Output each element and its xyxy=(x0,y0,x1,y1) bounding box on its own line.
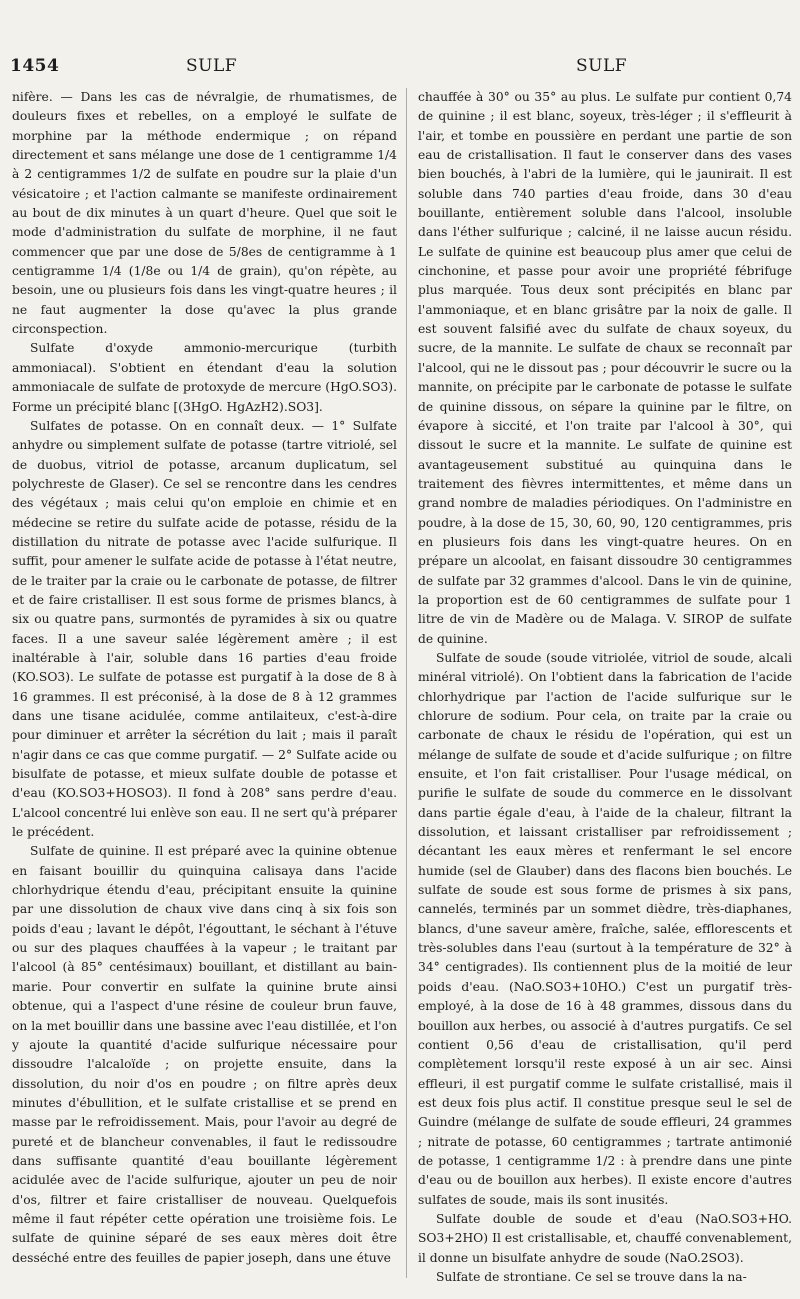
paragraph-sulfates-potasse: Sulfates de potasse. On en connaît deux. — 1° Sulfate anhydre ou simplement sulfate de potasse (tartre vitriolé, sel de duobus, vitriol de potasse, arcanum duplicatum, sel polychreste de Glaser). Ce sel se rencontre dans les cendres des végétaux ; mais celui qu'on emploie en chimie et en médecine se retire du sulfate acide de potasse, résidu de la distillation du nitrate de potasse avec l'acide sulfurique. Il suffit, pour amener le sulfate acide de potasse à l'état neutre, de le traiter par la craie ou le carbonate de potasse, de filtrer et de faire cristalliser. Il est sous forme de prismes blancs, à six ou quatre pans, surmontés de pyramides à six ou quatre faces. Il a une saveur salée légèrement amère ; il est inaltérable à l'air, soluble dans 16 parties d'eau froide (KO.SO3). Le sulfate de potasse est purgatif à la dose de 8 à 16 grammes. Il est préconisé, à la dose de 8 à 12 grammes dans une tisane acidulée, comme antilaiteux, c'est-à-dire pour diminuer et arrêter la sécrétion du lait ; mais il paraît n'agir dans ce cas que comme purgatif. — 2° Sulfate acide ou bisulfate de potasse, et mieux sulfate double de potasse et d'eau (KO.SO3+HOSO3). Il fond à 208° sans perdre d'eau. L'alcool concentré lui enlève son eau. Il ne sert qu'à préparer le précédent. xyxy=(12,418,397,840)
page-number: 1454 xyxy=(10,56,60,76)
paragraph-morphine-continued: nifère. — Dans les cas de névralgie, de rhumatismes, de douleurs fixes et rebelles, on a employé le sulfate de morphine par la méthode endermique ; on répand directement et sans mélange une dose de 1 centigramme 1/4 à 2 centigrammes 1/2 de sulfate en poudre sur la plaie d'un vésicatoire ; et l'action calmante se manifeste ordinairement au bout de dix minutes à un quart d'heure. Quel que soit le mode d'administration du sulfate de morphine, il ne faut commencer que par une dose de 5/8es de centigramme à 1 centigramme 1/4 (1/8e ou 1/4 de grain), qu'on répète, au besoin, une ou plusieurs fois dans les vingt-quatre heures ; il ne faut augmenter la dose qu'avec la plus grande circonspection. xyxy=(12,90,397,337)
paragraph-sulfate-strontiane: Sulfate de strontiane. Ce sel se trouve dans la na- xyxy=(436,1269,747,1284)
paragraph-quinine-continued: chauffée à 30° ou 35° au plus. Le sulfate pur contient 0,74 de quinine ; il est blanc, soyeux, très-léger ; il s'effleurit à l'air, et tombe en poussière en perdant une partie de son eau de cristallisation. Il faut le conserver dans des vases bien bouchés, à l'abri de la lumière, qui le jaunirait. Il est soluble dans 740 parties d'eau froide, dans 30 d'eau bouillante, entièrement soluble dans l'alcool, insoluble dans l'éther sulfurique ; calciné, il ne laisse aucun résidu. Le sulfate de quinine est beaucoup plus amer que celui de cinchonine, et passe pour avoir une propriété fébrifuge plus marquée. Tous deux sont précipités en blanc par l'ammoniaque, et en blanc grisâtre par la noix de galle. Il est souvent falsifié avec du sulfate de chaux soyeux, du sucre, de la mannite. Le sulfate de chaux se reconnaît par l'alcool, qui ne le dissout pas ; pour découvrir le sucre ou la mannite, on précipite par le carbonate de potasse le sulfate de quinine dissous, on sépare la quinine par le filtre, on évapore à siccité, et l'on traite par l'alcool à 30°, qui dissout le sucre et la mannite. Le sulfate de quinine est avantageusement substitué au quinquina dans le traitement des fièvres intermittentes, et même dans un grand nombre de maladies périodiques. On l'administre en poudre, à la dose de 15, 30, 60, 90, 120 centigrammes, pris en plusieurs fois dans les vingt-quatre heures. On en prépare un alcoolat, en faisant dissoudre 30 centigrammes de sulfate par 32 grammes d'alcool. Dans le vin de quinine, la proportion est de 60 centigrammes de sulfate pour 1 litre de vin de Madère ou de Malaga. V. SIROP de sulfate de quinine. xyxy=(418,90,792,646)
right-running-head: SULF xyxy=(576,56,628,76)
right-column xyxy=(418,88,792,1287)
paragraph-sulfate-soude: Sulfate de soude (soude vitriolée, vitriol de soude, alcali minéral vitriolé). On l'obtient dans la fabrication de l'acide chlorhydrique par l'action de l'acide sulfurique sur le chlorure de sodium. Pour cela, on traite par la craie ou carbonate de chaux le résidu de l'opération, qui est un mélange de sulfate de soude et d'acide sulfurique ; on filtre ensuite, et l'on fait cristalliser. Pour l'usage médical, on purifie le sulfate de soude du commerce en le dissolvant dans partie égale d'eau, à l'aide de la chaleur, filtrant la dissolution, et laissant cristalliser par refroidissement ; décantant les eaux mères et renfermant le sel encore humide (sel de Glauber) dans des flacons bien bouchés. Le sulfate de soude est sous forme de prismes à six pans, cannelés, terminés par un sommet dièdre, très-diaphanes, blancs, d'une saveur amère, fraîche, salée, efflorescents et très-solubles dans l'eau (surtout à la température de 32° à 34° centigrades). Ils contiennent plus de la moitié de leur poids d'eau. (NaO.SO3+10HO.) C'est un purgatif très-employé, à la dose de 16 à 48 grammes, dissous dans du bouillon aux herbes, ou associé à d'autres purgatifs. Ce sel contient 0,56 d'eau de cristallisation, qu'il perd complètement lorsqu'il reste exposé à un air sec. Ainsi effleuri, il est purgatif comme le sulfate cristallisé, mais il est deux fois plus actif. Il constitue presque seul le sel de Guindre (mélange de sulfate de soude effleuri, 24 grammes ; nitrate de potasse, 60 centigrammes ; tartrate antimonié de potasse, 1 centigramme 1/2 : à prendre dans une pinte d'eau ou de bouillon aux herbes). Il existe encore d'autres sulfates de soude, mais ils sont inusités. xyxy=(418,650,792,1207)
paragraph-sulfate-double-soude: Sulfate double de soude et d'eau (NaO.SO3+HO. SO3+2HO) Il est cristallisable, et, chauffé convenablement, il donne un bisulfate anhydre de soude (NaO.2SO3). xyxy=(418,1211,792,1265)
left-column xyxy=(12,88,397,1268)
column-divider xyxy=(406,88,407,1278)
left-running-head: SULF xyxy=(186,56,238,76)
paragraph-sulfate-quinine: Sulfate de quinine. Il est préparé avec la quinine obtenue en faisant bouillir du quinquina calisaya dans l'acide chlorhydrique étendu d'eau, précipitant ensuite la quinine par une dissolution de chaux vive dans cinq à six fois son poids d'eau ; lavant le dépôt, l'égouttant, le séchant à l'étuve ou sur des plaques chauffées à la vapeur ; le traitant par l'alcool (à 85° centésimaux) bouillant, et distillant au bain-marie. Pour convertir en sulfate la quinine brute ainsi obtenue, qui a l'aspect d'une résine de couleur brun fauve, on la met bouillir dans une bassine avec l'eau distillée, et l'on y ajoute la quantité d'acide sulfurique nécessaire pour dissoudre l'alcaloïde ; on projette ensuite, dans la dissolution, du noir d'os en poudre ; on filtre après deux minutes d'ébullition, et le sulfate cristallise et se prend en masse par le refroidissement. Mais, pour l'avoir au degré de pureté et de blancheur convenables, il faut le redissoudre dans suffisante quantité d'eau bouillante légèrement acidulée avec de l'acide sulfurique, ajouter un peu de noir d'os, filtrer et faire cristalliser de nouveau. Quelquefois même il faut répéter cette opération une troisième fois. Le sulfate de quinine séparé de ses eaux mères doit être desséché entre des feuilles de papier joseph, dans une étuve xyxy=(12,844,397,1265)
paragraph-turbith-ammoniacal: Sulfate d'oxyde ammonio-mercurique (turbith ammoniacal). S'obtient en étendant d'eau la solution ammoniacale de sulfate de protoxyde de mercure (HgO.SO3). Forme un précipité blanc [(3HgO. HgAzH2).SO3]. xyxy=(12,341,397,414)
running-header xyxy=(0,56,800,86)
